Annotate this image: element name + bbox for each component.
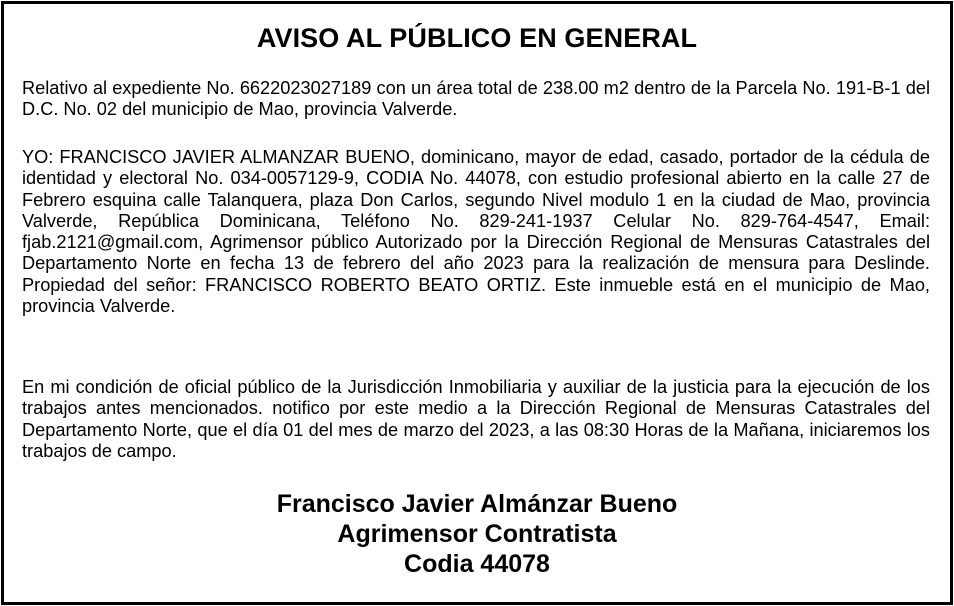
signature-role: Agrimensor Contratista bbox=[337, 520, 617, 548]
notice-paragraph-fieldwork-date: En mi condición de oficial público de la Jurisdicción Inmobiliaria y auxiliar de la justicia para la ejecución de los trabajos antes mencionados. notifico por este medio a la Dirección Regional de Mensuras Catastrales del Departamento Norte, que el día 01 del mes de marzo del 2023, a las 08:30 Horas de la Mañana, iniciaremos los trabajos de campo. bbox=[22, 377, 930, 461]
notice-paragraph-file-reference: Relativo al expediente No. 6622023027189 con un área total de 238.00 m2 dentro de la Parcela No. 191-B-1 del D.C. No. 02 del municipio de Mao, provincia Valverde. bbox=[22, 78, 930, 120]
signature-codia: Codia 44078 bbox=[404, 550, 550, 578]
notice-title: AVISO AL PÚBLICO EN GENERAL bbox=[256, 23, 698, 53]
notice-paragraph-surveyor-identity: YO: FRANCISCO JAVIER ALMANZAR BUENO, dominicano, mayor de edad, casado, portador de la cédula de identidad y electoral No. 034-0057129-9, CODIA No. 44078, con estudio profesional abierto en la calle 27 de Febrero esquina calle Talanquera, plaza Don Carlos, segundo Nivel modulo 1 en la ciudad de Mao, provincia Valverde, República Dominicana, Teléfono No. 829-241-1937 Celular No. 829-764-4547, Email: fjab.2121@gmail.com, Agrimensor público Autorizado por la Dirección Regional de Mensuras Catastrales del Departamento Norte en fecha 13 de febrero del año 2023 para la realización de mensura para Deslinde. Propiedad del señor: FRANCISCO ROBERTO BEATO ORTIZ. Este inmueble está en el municipio de Mao, provincia Valverde. bbox=[22, 147, 930, 317]
public-notice bbox=[1, 1, 953, 605]
signature-block bbox=[4, 489, 950, 579]
signature-name: Francisco Javier Almánzar Bueno bbox=[276, 490, 678, 518]
